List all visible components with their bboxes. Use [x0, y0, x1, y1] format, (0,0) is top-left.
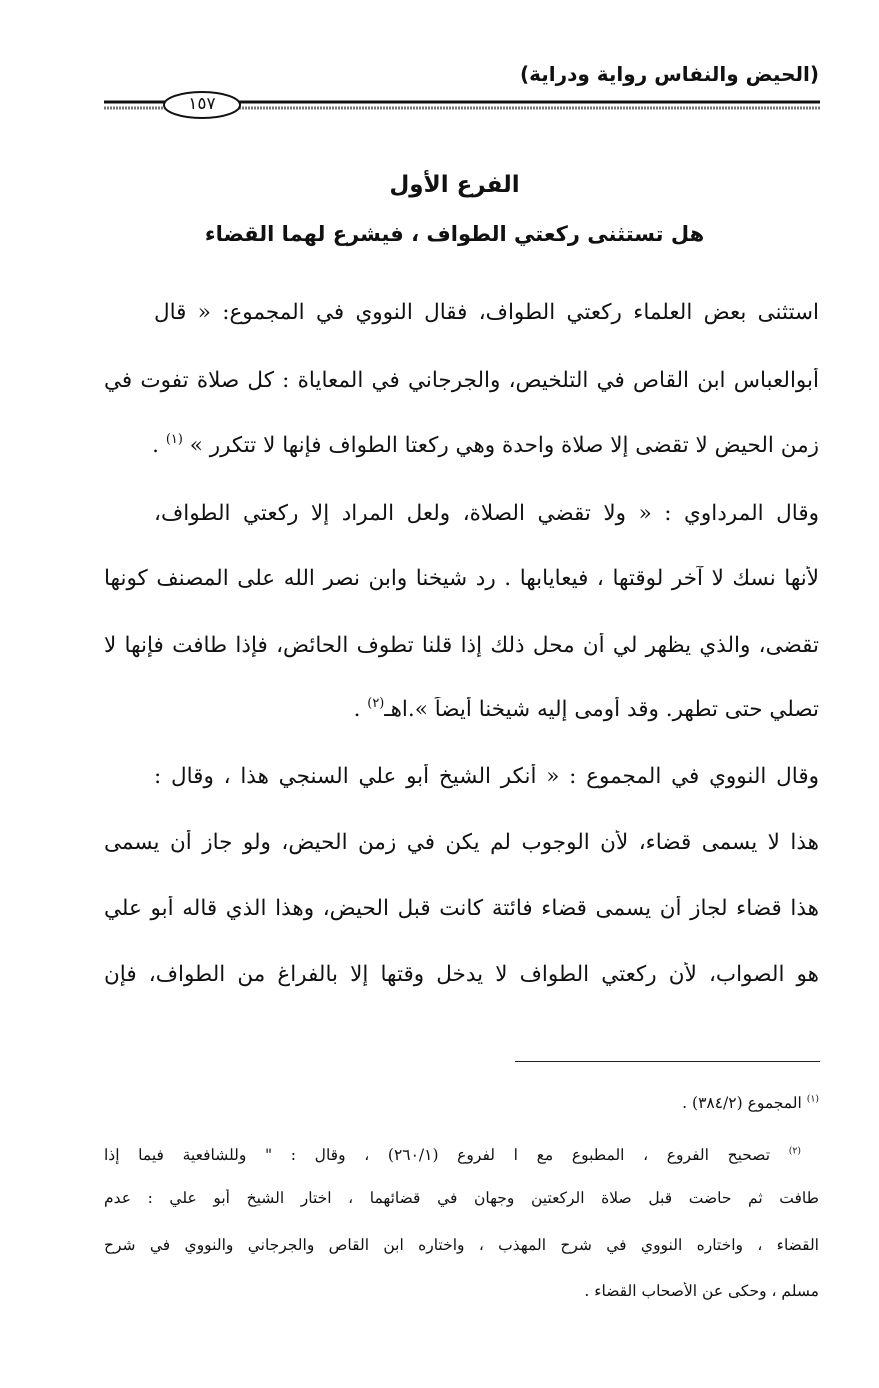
- body-line: لأنها نسك لا آخر لوقتها ، فيعايابها . رد شيخنا وابن نصر الله على المصنف كونها: [104, 566, 819, 591]
- footnote-2-line: مسلم ، وحكى عن الأصحاب القضاء .: [584, 1282, 819, 1300]
- body-line: وقال النووي في المجموع : « أنكر الشيخ أبو علي السنجي هذا ، وقال :: [154, 764, 819, 789]
- header-rule: [0, 88, 879, 128]
- footnote-mark: (٢): [788, 1146, 801, 1157]
- running-header-title: (الحيض والنفاس رواية ودراية): [519, 62, 819, 86]
- footnote-separator: [515, 1061, 820, 1062]
- body-line: وقال المرداوي : « ولا تقضي الصلاة، ولعل المراد إلا ركعتي الطواف،: [154, 501, 819, 526]
- body-line: هذا قضاء لجاز أن يسمى قضاء فائتة كانت قبل الحيض، وهذا الذي قاله أبو علي: [104, 896, 819, 921]
- footnote-mark: (١): [806, 1094, 819, 1105]
- body-line: أبوالعباس ابن القاص في التلخيص، والجرجاني في المعاياة : كل صلاة تفوت في: [104, 368, 819, 393]
- footnote-1: $^{(١)}$ المجموع (٣٨٤/٢) .: [682, 1094, 819, 1112]
- footnote-2-line: طافت ثم حاضت قبل صلاة الركعتين وجهان في قضائهما ، اختار الشيخ أبو علي : عدم: [104, 1189, 819, 1207]
- body-line: هذا لا يسمى قضاء، لأن الوجوب لم يكن في زمن الحيض، ولو جاز أن يسمى: [104, 830, 819, 855]
- section-subheading: هل تستثنى ركعتي الطواف ، فيشرع لهما القضاء: [204, 222, 705, 246]
- page-number: ١٥٧: [188, 94, 216, 114]
- body-line-text: تصلي حتى تطهر. وقد أومى إليه شيخنا أيضاً ».اهـ: [384, 697, 819, 722]
- footnote-2-line: $^{(٢)}$ تصحيح الفروع ، المطبوع مع ا لفروع (٢٦٠/١) ، وقال : " وللشافعية فيما إذا: [104, 1146, 801, 1164]
- footnote-ref: (٢): [367, 697, 385, 711]
- body-line-text: زمن الحيض لا تقضى إلا صلاة واحدة وهي ركعتا الطواف فإنها لا تتكرر »: [189, 433, 819, 458]
- body-line: تصلي حتى تطهر. وقد أومى إليه شيخنا أيضاً ».اهـ$^{(٢)}$ .: [353, 697, 819, 722]
- body-line: هو الصواب، لأن ركعتي الطواف لا يدخل وقتها إلا بالفراغ من الطواف، فإن: [104, 962, 819, 987]
- body-line: زمن الحيض لا تقضى إلا صلاة واحدة وهي ركعتا الطواف فإنها لا تتكرر » $^{(١)}$ .: [152, 433, 819, 458]
- body-line: استثنى بعض العلماء ركعتي الطواف، فقال النووي في المجموع: « قال: [154, 300, 819, 325]
- section-heading: الفرع الأول: [389, 172, 520, 198]
- body-line: تقضى، والذي يظهر لي أن محل ذلك إذا قلنا تطوف الحائض، فإذا طافت فإنها لا: [104, 633, 819, 658]
- footnote-ref: (١): [165, 433, 183, 447]
- footnote-2-line: القضاء ، واختاره النووي في شرح المهذب ، واختاره ابن القاص والجرجاني والنووي في شرح: [104, 1236, 819, 1254]
